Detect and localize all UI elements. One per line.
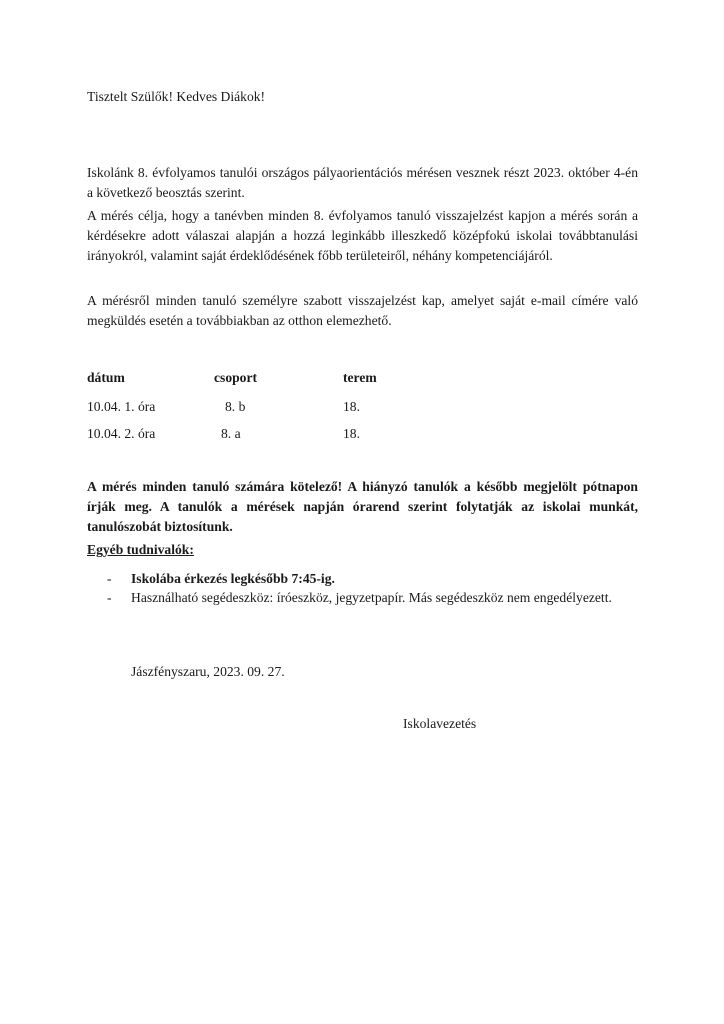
greeting: Tisztelt Szülők! Kedves Diákok!: [87, 89, 266, 104]
header-room: terem: [343, 370, 377, 385]
cell-group: 8. a: [221, 426, 241, 441]
header-group: csoport: [214, 370, 258, 385]
header-date: dátum: [87, 370, 125, 385]
mandatory-notice: A mérés minden tanuló számára kötelező! A hiányzó tanulók a később megjelölt pótnapon írják meg. A tanulók a mérések napján órarend szerint folytatják az iskolai munkát, tanulószobát biztosítunk.: [87, 479, 638, 534]
other-info-heading: Egyéb tudnivalók:: [87, 542, 194, 557]
place-and-date: Jászfényszaru, 2023. 09. 27.: [131, 664, 285, 679]
cell-date: 10.04. 2. óra: [87, 426, 156, 441]
schedule-header-row: [87, 368, 487, 388]
signature: Iskolavezetés: [403, 716, 477, 731]
paragraph-intro: Iskolánk 8. évfolyamos tanulói országos pályaorientációs mérésen vesznek részt 2023. október 4-én a következő beosztás szerint.: [87, 165, 638, 200]
paragraph-purpose: A mérés célja, hogy a tanévben minden 8. évfolyamos tanuló visszajelzést kapjon a mérés során a kérdésekre adott válaszai alapján a hozzá leginkább illeszkedő középfokú iskolai továbbtanulási irányokról, valamint saját érdeklődésének főbb területeiről, néhány kompetenciájáról.: [87, 208, 638, 263]
table-row: [87, 397, 487, 417]
list-item-text: Használható segédeszköz: íróeszköz, jegyzetpapír. Más segédeszköz nem engedélyezett.: [131, 590, 612, 605]
bullet-dash: -: [107, 590, 112, 605]
cell-group: 8. b: [225, 399, 246, 414]
cell-room: 18.: [343, 426, 360, 441]
paragraph-feedback: A mérésről minden tanuló személyre szabott visszajelzést kap, amelyet saját e-mail címére való megküldés esetén a továbbiakban az otthon elemezhető.: [87, 293, 638, 328]
cell-date: 10.04. 1. óra: [87, 399, 156, 414]
table-row: [87, 424, 487, 444]
cell-room: 18.: [343, 399, 360, 414]
list-item-text: Iskolába érkezés legkésőbb 7:45-ig.: [131, 571, 335, 586]
bullet-dash: -: [107, 571, 112, 586]
